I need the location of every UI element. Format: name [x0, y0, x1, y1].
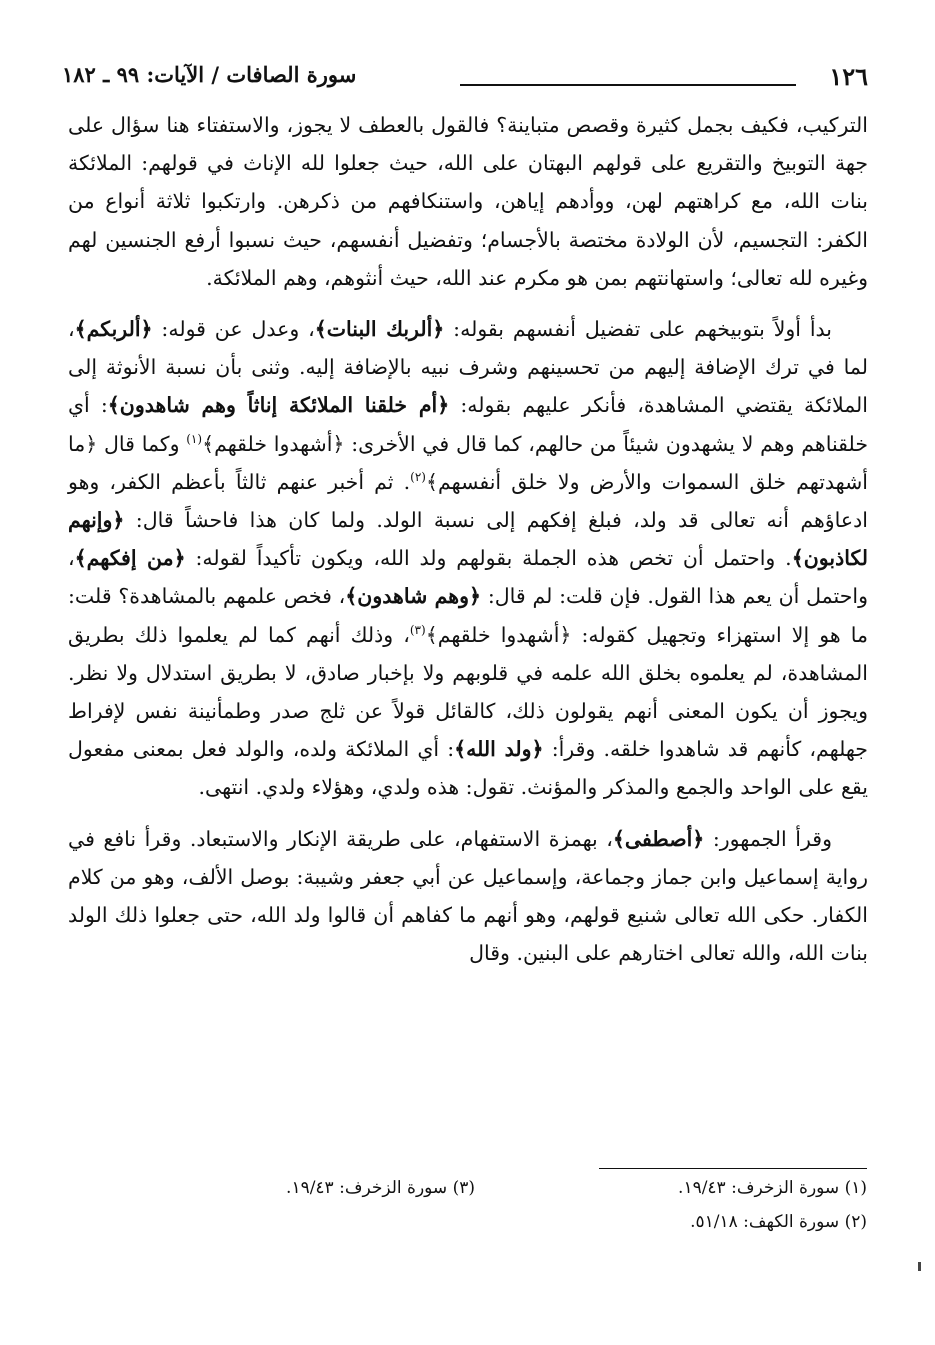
- paragraph-2-text: ، فخص علمهم بالمشاهدة؟ قلت: ما هو إلا استهزاء وتجهيل كقوله:: [68, 584, 868, 647]
- body-text: [68, 106, 868, 972]
- quran-quote: ﴿أشهدوا خلقهم﴾: [202, 431, 345, 456]
- paragraph-2-text: ، وذلك أنهم كما لم يعلموا ذلك بطريق المشاهدة، لم يعلموه بخلق الله علمه في قلوبهم ولا بإخبار صادق، لا بطريق استدلال ولا نظر. ويجوز أن يكون المعنى أنهم يقولون ذلك، كالقائل قولاً عن ثلج صدر وطمأنينة نفس لإفراط جهلهم، كأنهم قد شاهدوا خلقه. وقرأ:: [68, 622, 868, 762]
- paragraph-2-text: : أي الملائكة ولده، والولد فعل بمعنى مفعول يقع على الواحد والجمع والمذكر والمؤنث. تقول: هذه ولدي، وهؤلاء ولدي. انتهى.: [68, 737, 868, 800]
- paragraph-2-text: : أي خلقناهم وهم لا يشهدون شيئاً من حالهم، كما قال في الأخرى:: [68, 393, 869, 456]
- paragraph-3-text: وقرأ الجمهور:: [704, 826, 832, 851]
- running-title: سورة الصافات / الآيات: ٩٩ ـ ١٨٢: [62, 62, 357, 87]
- quran-quote: ﴿وإنهم لكاذبون﴾: [68, 508, 869, 571]
- paragraph-2-text: ، لما في ترك الإضافة إليهم من تحسينهم وشرف نبيه بالإضافة إليه. وثنى بأن نسبة الأنوثة إلى الملائكة يقتضي المشاهدة، فأنكر عليهم بقوله:: [68, 317, 868, 418]
- margin-mark: [918, 1262, 921, 1271]
- footnotes: [67, 1178, 867, 1248]
- paragraph-2-text: ، واحتمل أن يعم هذا القول. فإن قلت: لم قال:: [68, 546, 868, 609]
- footnote-3: (٣) سورة الزخرف: ١٩/٤٣.: [286, 1178, 475, 1198]
- quran-quote: ﴿أم خلقنا الملائكة إناثاً وهم شاهدون﴾: [107, 393, 450, 418]
- footnote-2: (٢) سورة الكهف: ٥١/١٨.: [690, 1212, 867, 1232]
- quran-quote: ﴿وهم شاهدون﴾: [345, 584, 482, 609]
- paragraph-3: [68, 820, 868, 973]
- paragraph-3-text: ، بهمزة الاستفهام، على طريقة الإنكار والاستبعاد. وقرأ نافع في رواية إسماعيل وابن جماز وجماعة، وإسماعيل عن أبي جعفر وشيبة: بوصل الألف، وهو من كلام الكفار. حكى الله تعالى شنيع قولهم، وهو أنهم ما كفاهم أن قالوا ولد الله، حتى جعلوا ذلك الولد بنات الله، والله تعالى اختارهم على البنين. وقال: [68, 826, 868, 966]
- paragraph-2-text: . واحتمل أن تخص هذه الجملة بقولهم ولد الله، ويكون تأكيداً لقوله:: [185, 546, 792, 571]
- quran-quote: ﴿من إفكهم﴾: [74, 546, 186, 571]
- paragraph-1: التركيب، فكيف بجمل كثيرة وقصص متباينة؟ فالقول بالعطف لا يجوز، والاستفتاء هنا سؤال على جهة التوبيخ والتقريع على قولهم البهتان على الله، حيث جعلوا لله الإناث في قولهم: الملائكة بنات الله، مع كراهتهم لهن، ووأدهم إياهن، واستنكافهم من ذكرهن. وارتكبوا ثلاثة أنواع من الكفر: التجسيم، لأن الولادة مختصة بالأجسام؛ وتفضيل أنفسهم، حيث نسبوا أرفع الجنسين لهم وغيره لله تعالى؛ واستهانتهم بمن هو مكرم عند الله، حيث أنثوهم، وهم الملائكة.: [68, 113, 868, 290]
- page-header: [62, 58, 868, 98]
- paragraph-2: [68, 310, 868, 807]
- quran-quote: ﴿ولد الله﴾: [454, 737, 544, 762]
- quran-quote: ﴿ما أشهدتهم خلق السموات والأرض ولا خلق أنفسهم﴾: [68, 431, 868, 494]
- footnote-ref-1: (١): [186, 431, 203, 446]
- paragraph-2-text: ، وعدل عن قوله:: [152, 317, 315, 342]
- quran-quote: ﴿أصطفى﴾: [612, 826, 705, 851]
- quran-quote: ﴿ألربكم﴾: [74, 317, 153, 342]
- quran-quote: ﴿ألربك البنات﴾: [314, 317, 445, 342]
- footnote-1: (١) سورة الزخرف: ١٩/٤٣.: [678, 1178, 867, 1198]
- footnote-ref-3: (٣): [409, 622, 426, 637]
- quran-quote: ﴿أشهدوا خلقهم﴾: [425, 622, 572, 647]
- paragraph-2-text: وكما قال: [97, 431, 187, 456]
- page-number: ١٢٦: [829, 62, 868, 91]
- footnote-ref-2: (٢): [410, 470, 426, 484]
- paragraph-2-text: بدأ أولاً بتوبيخهم على تفضيل أنفسهم بقوله:: [444, 317, 832, 342]
- paragraph-2-text: . ثم أخبر عنهم ثالثاً بأعظم الكفر، وهو ادعاؤهم أنه تعالى قد ولد، فبلغ إفكهم إلى نسبة الولد. ولما كان هذا فاحشاً قال:: [68, 469, 868, 533]
- header-rule: [460, 84, 796, 86]
- footnote-rule: [599, 1168, 867, 1169]
